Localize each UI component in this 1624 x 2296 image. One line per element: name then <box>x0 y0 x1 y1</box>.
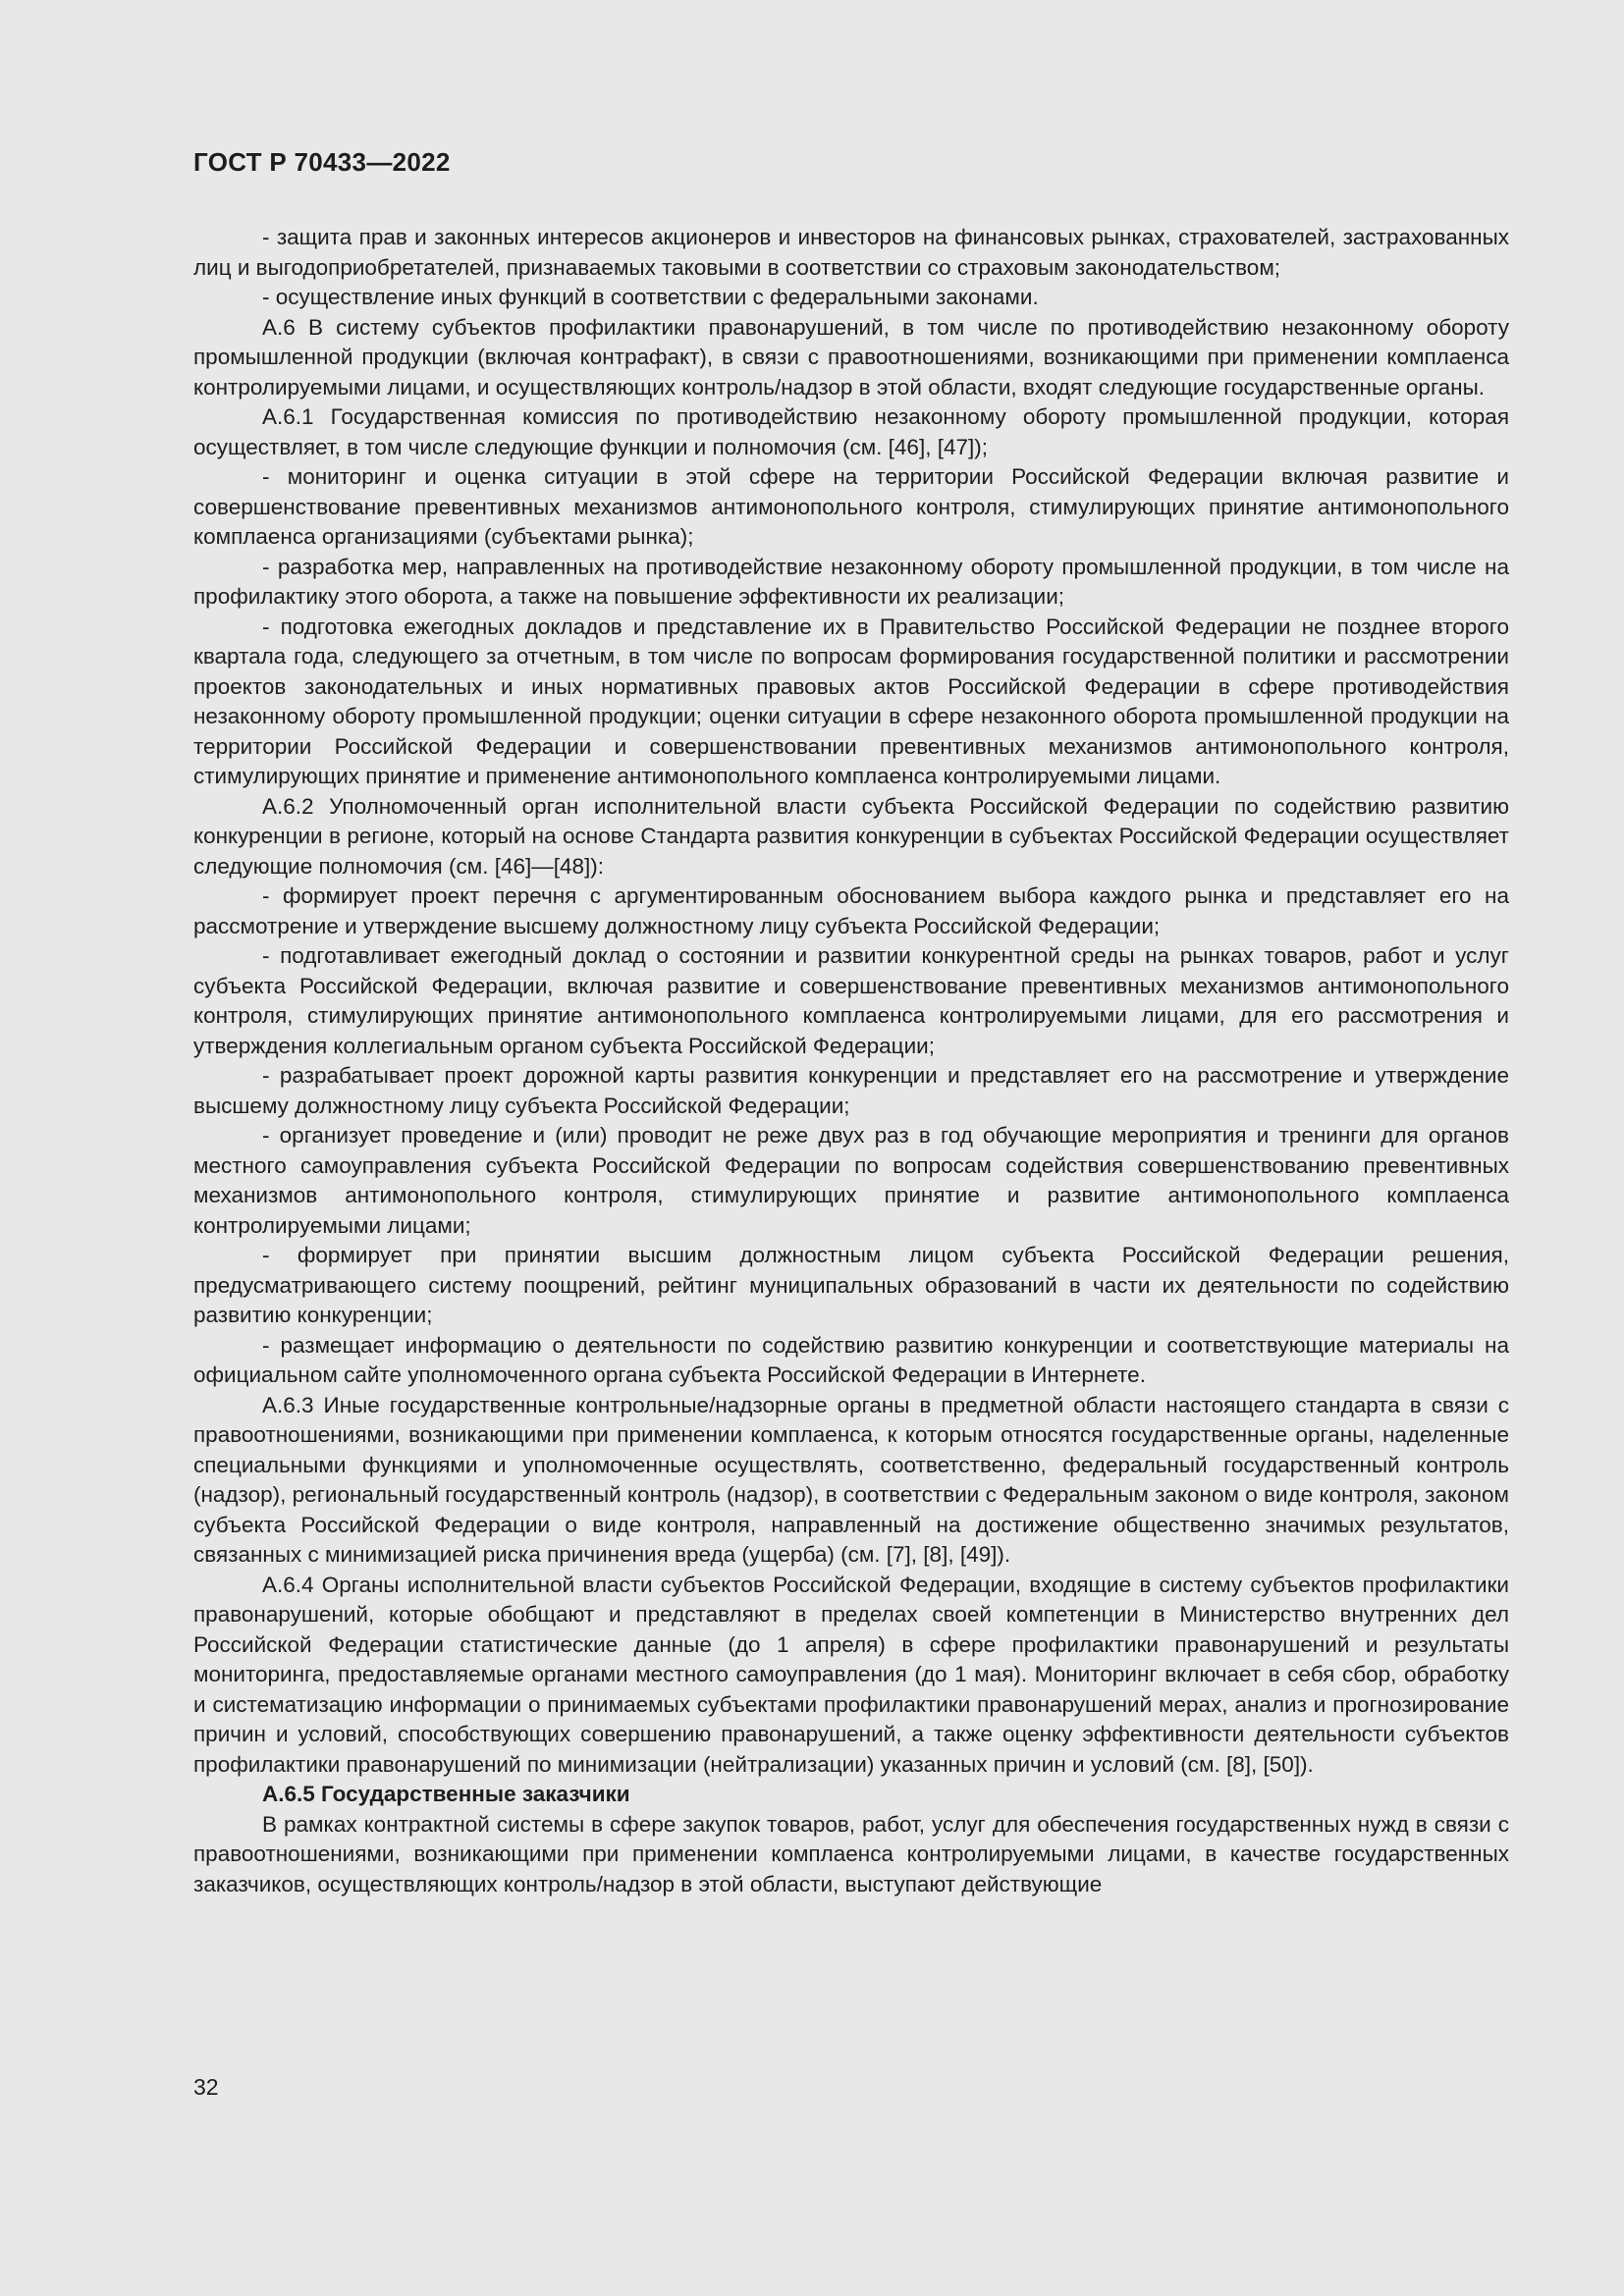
paragraph-a6-1: А.6.1 Государственная комиссия по противодействию незаконному обороту промышленной продукции, которая осуществляет, в том числе следующие функции и полномочия (см. [46], [47]); <box>193 404 1509 459</box>
document-body <box>193 223 1509 1899</box>
list-item-annual-reports: - подготовка ежегодных докладов и представление их в Правительство Российской Федерации не позднее второго квартала года, следующего за отчетным, в том числе по вопросам формирования государственной политики и рассмотрении проектов законодательных и иных нормативных правовых актов Российской Федерации в сфере противодействия незаконному обороту промышленной продукции; оценки ситуации в сфере незаконного оборота промышленной продукции на территории Российской Федерации и совершенствовании превентивных механизмов антимонопольного контроля, стимулирующих принятие и применение антимонопольного комплаенса контролируемыми лицами. <box>193 614 1509 788</box>
paragraph-a6: А.6 В систему субъектов профилактики правонарушений, в том числе по противодействию незаконному обороту промышленной продукции (включая контрафакт), в связи с правоотношениями, возникающими при применении комплаенса контролируемыми лицами, и осуществляющих контроль/надзор в этой области, входят следующие государственные органы. <box>193 314 1509 400</box>
list-item-measures: - разработка мер, направленных на противодействие незаконному обороту промышленной продукции, в том числе на профилактику этого оборота, а также на повышение эффективности их реализации; <box>193 554 1509 609</box>
paragraph-a6-4: А.6.4 Органы исполнительной власти субъектов Российской Федерации, входящие в систему субъектов профилактики правонарушений, которые обобщают и представляют в пределах своей компетенции в Министерство внутренних дел Российской Федерации статистические данные (до 1 апреля) в сфере профилактики правонарушений и результаты мониторинга, предоставляемые органами местного самоуправления (до 1 мая). Мониторинг включает в себя сбор, обработку и систематизацию информации о принимаемых субъектами профилактики правонарушений мерах, анализ и прогнозирование причин и условий, способствующих совершению правонарушений, а также оценку эффективности деятельности субъектов профилактики правонарушений по минимизации (нейтрализации) указанных причин и условий (см. [8], [50]). <box>193 1572 1509 1777</box>
list-item-publication: - размещает информацию о деятельности по содействию развитию конкуренции и соответствующие материалы на официальном сайте уполномоченного органа субъекта Российской Федерации в Интернете. <box>193 1332 1509 1387</box>
list-item-rating: - формирует при принятии высшим должностным лицом субъекта Российской Федерации решения, предусматривающего систему поощрений, рейтинг муниципальных образований в части их деятельности по содействию развитию конкуренции; <box>193 1243 1509 1327</box>
list-item-annual-report-competition: - подготавливает ежегодный доклад о состоянии и развитии конкурентной среды на рынках товаров, работ и услуг субъекта Российской Федерации, включая развитие и совершенствование превентивных механизмов антимонопольного контроля, стимулирующих принятие антимонопольного комплаенса контролируемыми лицами, для его рассмотрения и утверждения коллегиальным органом субъекта Российской Федерации; <box>193 943 1509 1058</box>
list-item-market-list: - формирует проект перечня с аргументированным обоснованием выбора каждого рынка и представляет его на рассмотрение и утверждение высшему должностному лицу субъекта Российской Федерации; <box>193 883 1509 938</box>
list-item-monitoring: - мониторинг и оценка ситуации в этой сфере на территории Российской Федерации включая развитие и совершенствование превентивных механизмов антимонопольного контроля, стимулирующих принятие антимонопольного комплаенса организациями (субъектами рынка); <box>193 464 1509 549</box>
list-item-trainings: - организует проведение и (или) проводит не реже двух раз в год обучающие мероприятия и тренинги для органов местного самоуправления субъекта Российской Федерации по вопросам содействия совершенствованию превентивных механизмов антимонопольного контроля, стимулирующих принятие и развитие антимонопольного комплаенса контролируемыми лицами; <box>193 1123 1509 1238</box>
paragraph-a6-3: А.6.3 Иные государственные контрольные/надзорные органы в предметной области настоящего стандарта в связи с правоотношениями, возникающими при применении комплаенса, к которым относятся государственные органы, наделенные специальными функциями и уполномоченные осуществлять, соответственно, федеральный государственный контроль (надзор), региональный государственный контроль (надзор), в соответствии с Федеральным законом о виде контроля, законом субъекта Российской Федерации о виде контроля, направленный на достижение общественно значимых результатов, связанных с минимизацией риска причинения вреда (ущерба) (см. [7], [8], [49]). <box>193 1392 1509 1567</box>
list-item-shareholder-protection: - защита прав и законных интересов акционеров и инвесторов на финансовых рынках, страхователей, застрахованных лиц и выгодоприобретателей, признаваемых таковыми в соответствии со страховым законодательством; <box>193 225 1509 280</box>
paragraph-a6-5-body: В рамках контрактной системы в сфере закупок товаров, работ, услуг для обеспечения государственных нужд в связи с правоотношениями, возникающими при применении комплаенса контролируемыми лицами, в качестве государственных заказчиков, осуществляющих контроль/надзор в этой области, выступают действующие <box>193 1811 1509 1896</box>
list-item-other-functions: - осуществление иных функций в соответствии с федеральными законами. <box>262 285 1039 309</box>
section-heading-a6-5: А.6.5 Государственные заказчики <box>262 1782 630 1806</box>
document-header: ГОСТ Р 70433—2022 <box>193 147 451 177</box>
paragraph-a6-2: А.6.2 Уполномоченный орган исполнительной власти субъекта Российской Федерации по содействию развитию конкуренции в регионе, который на основе Стандарта развития конкуренции в субъектах Российской Федерации осуществляет следующие полномочия (см. [46]—[48]): <box>193 793 1509 879</box>
list-item-roadmap: - разрабатывает проект дорожной карты развития конкуренции и представляет его на рассмотрение и утверждение высшему должностному лицу субъекта Российской Федерации; <box>193 1063 1509 1118</box>
page-number: 32 <box>193 2074 219 2100</box>
